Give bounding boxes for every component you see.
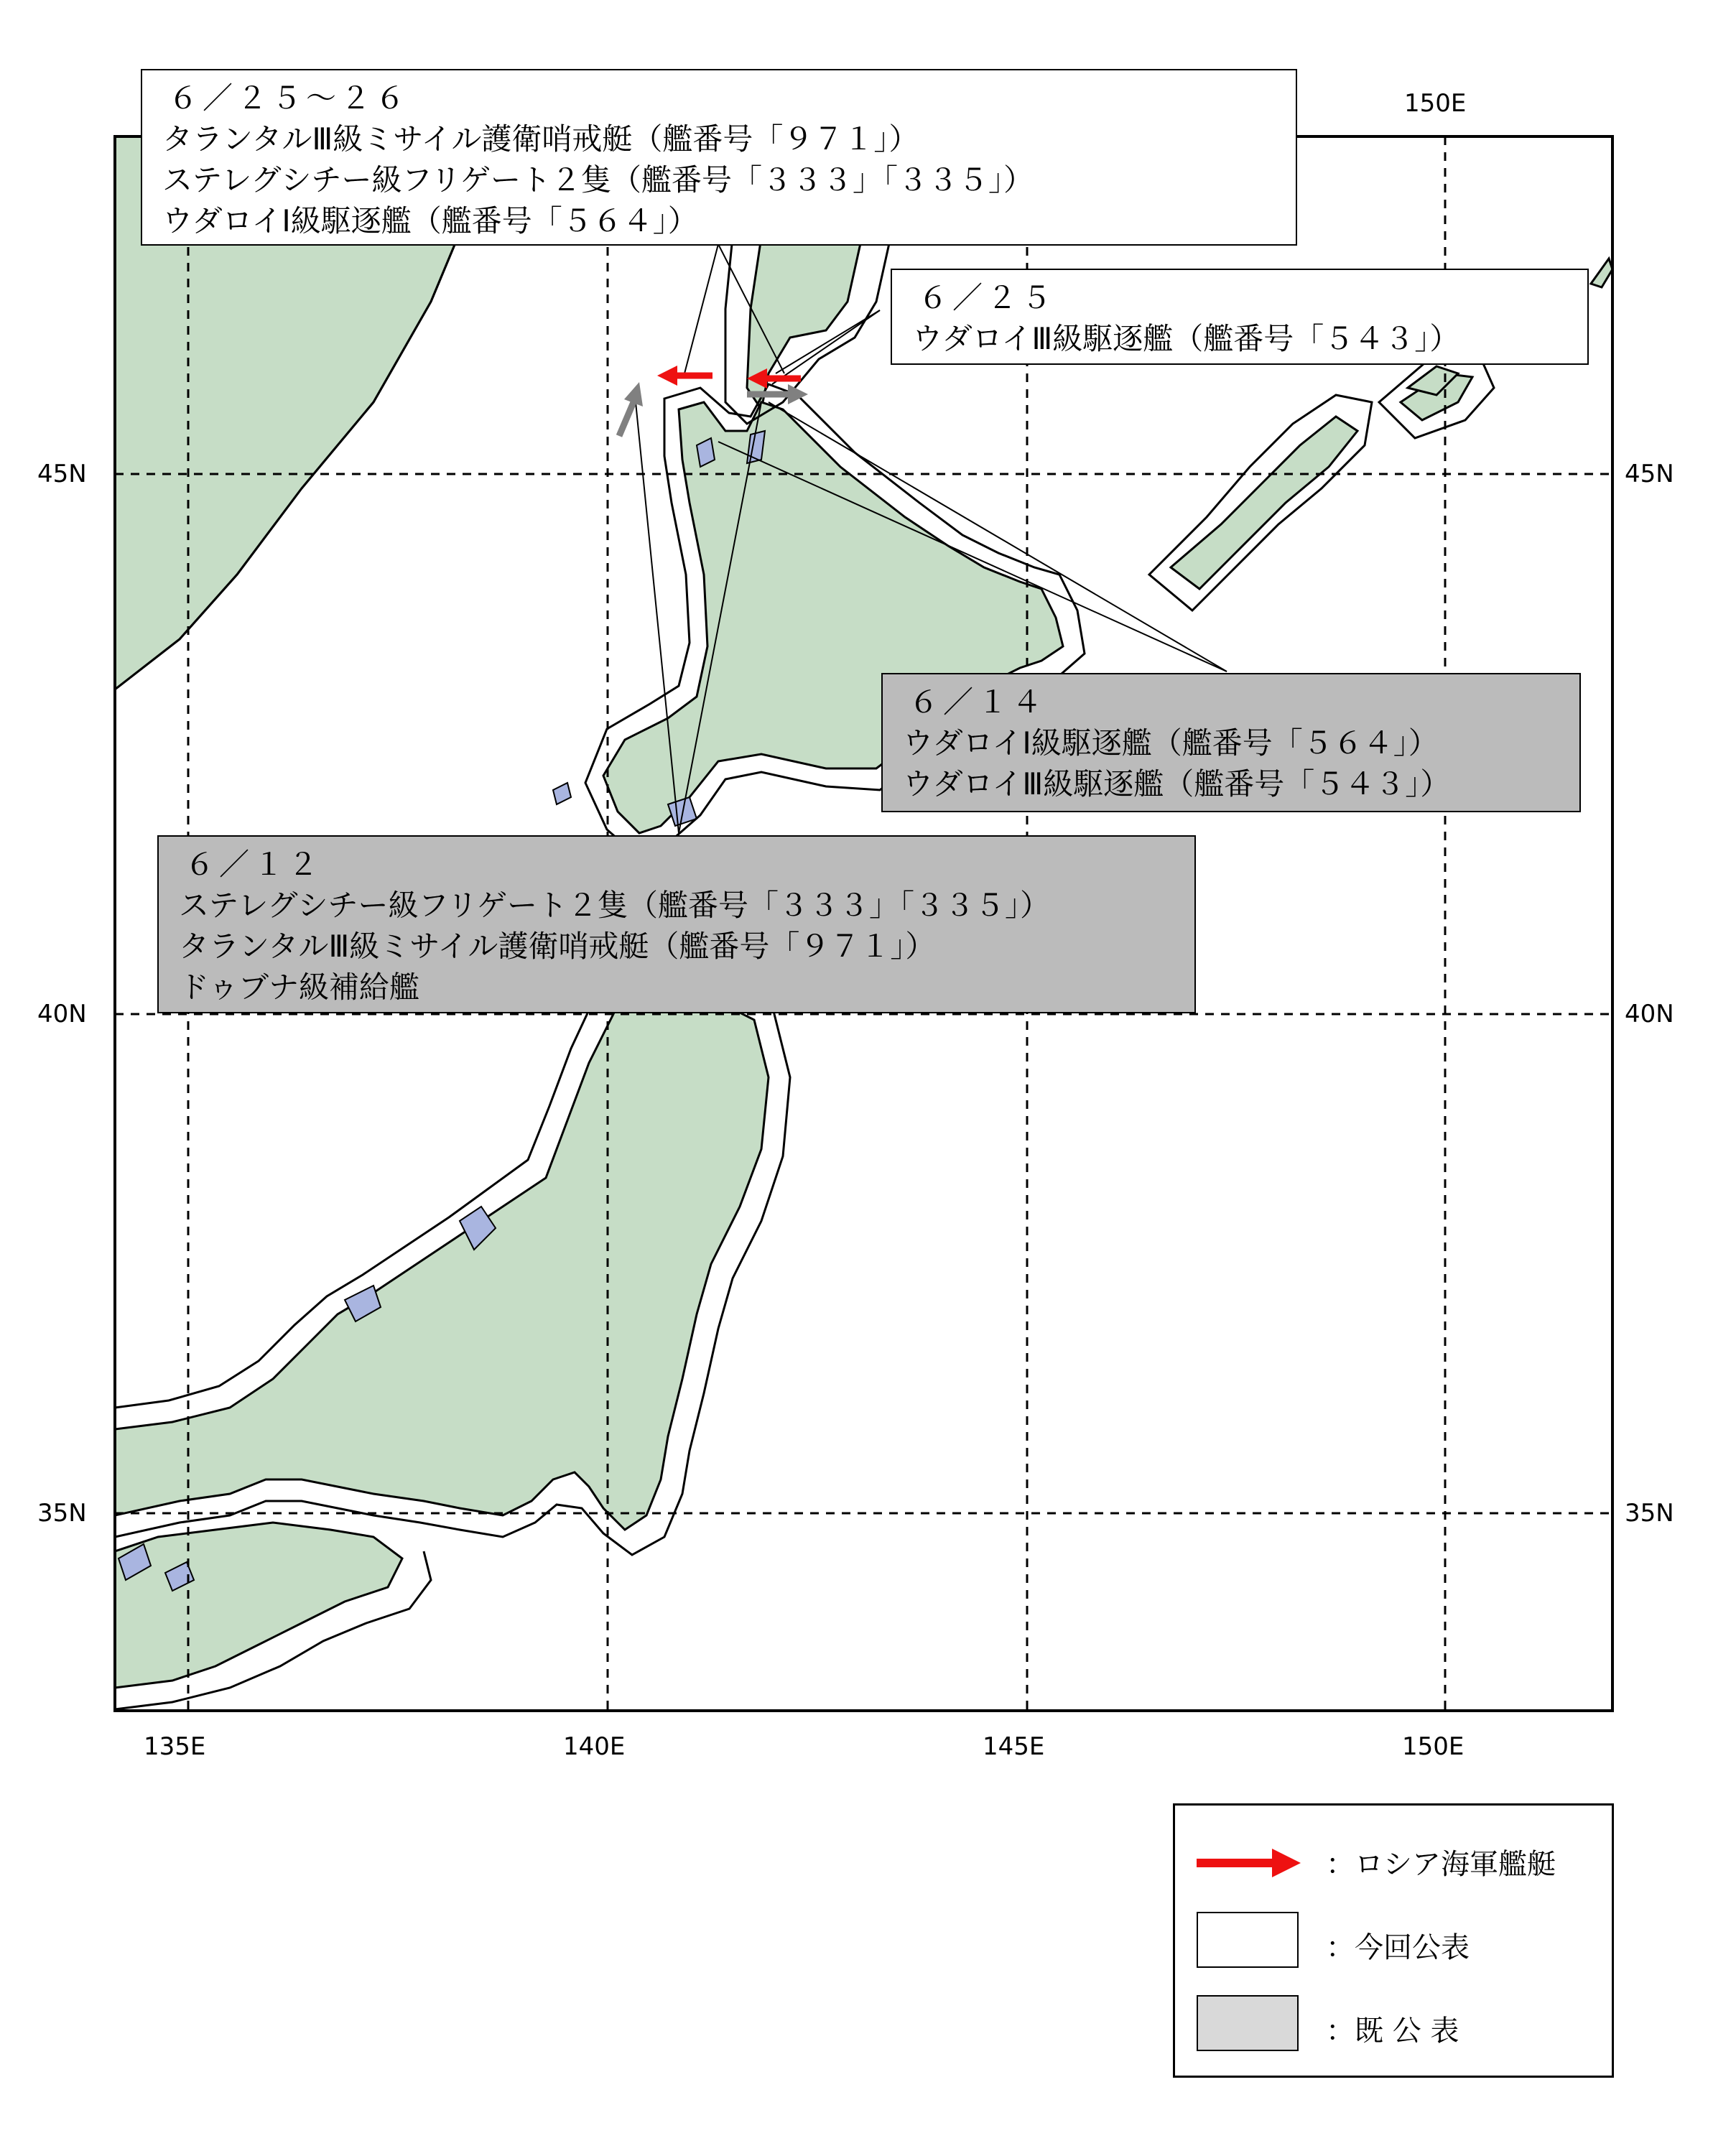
lon-label-150E: 150E <box>1402 1732 1465 1761</box>
annotation-line: ステレグシチー級フリゲート２隻（艦番号「３３３」「３３５」） <box>179 888 1050 923</box>
annotation-date: ６／２５～２６ <box>168 80 410 116</box>
annotation-box-0625 <box>891 269 1589 365</box>
lon-label-145E: 145E <box>983 1732 1045 1761</box>
legend-gray-swatch <box>1197 1995 1299 2051</box>
lon-label-top-150E: 150E <box>1404 89 1467 118</box>
annotation-line: ステレグシチー級フリゲート２隻（艦番号「３３３」「３３５」） <box>162 162 1034 198</box>
lat-label-left-40N: 40N <box>37 1000 87 1028</box>
legend-red-arrow-icon <box>1197 1841 1312 1885</box>
legend-label-new: ：今回公表 <box>1326 1931 1470 1964</box>
annotation-line: タランタルⅢ級ミサイル護衛哨戒艇（艦番号「９７１」） <box>179 929 936 964</box>
annotation-box-0614 <box>881 673 1581 812</box>
lat-label-left-45N: 45N <box>37 460 87 488</box>
legend <box>1173 1803 1614 2078</box>
legend-row-new <box>1175 1912 1612 1969</box>
annotation-box-0625-26 <box>141 69 1297 246</box>
annotation-date: ６／２５ <box>918 280 1057 315</box>
lat-label-left-35N: 35N <box>37 1499 87 1528</box>
legend-row-arrow <box>1175 1833 1612 1890</box>
annotation-date: ６／１２ <box>185 847 323 882</box>
lon-label-140E: 140E <box>563 1732 626 1761</box>
legend-label-previous: ：既 公 表 <box>1326 2015 1459 2048</box>
annotation-line: ウダロイⅢ級駆逐艦（艦番号「５４３」） <box>903 766 1451 801</box>
annotation-line: ウダロイⅠ級駆逐艦（艦番号「５６４」） <box>162 203 698 238</box>
annotation-line: ドゥブナ級補給艦 <box>179 970 419 1005</box>
annotation-line: タランタルⅢ級ミサイル護衛哨戒艇（艦番号「９７１」） <box>162 121 919 157</box>
annotation-date: ６／１４ <box>909 684 1047 720</box>
annotation-line: ウダロイⅠ級駆逐艦（艦番号「５６４」） <box>903 725 1439 761</box>
lon-label-135E: 135E <box>144 1732 206 1761</box>
lat-label-right-45N: 45N <box>1625 460 1674 488</box>
annotation-box-0612 <box>157 835 1196 1013</box>
legend-label-russian-navy: ：ロシア海軍艦艇 <box>1326 1848 1556 1881</box>
lat-label-right-35N: 35N <box>1625 1499 1674 1528</box>
legend-white-swatch <box>1197 1912 1299 1968</box>
legend-row-previous <box>1175 1995 1612 2053</box>
annotation-line: ウダロイⅢ級駆逐艦（艦番号「５４３」） <box>912 321 1460 356</box>
lat-label-right-40N: 40N <box>1625 1000 1674 1028</box>
